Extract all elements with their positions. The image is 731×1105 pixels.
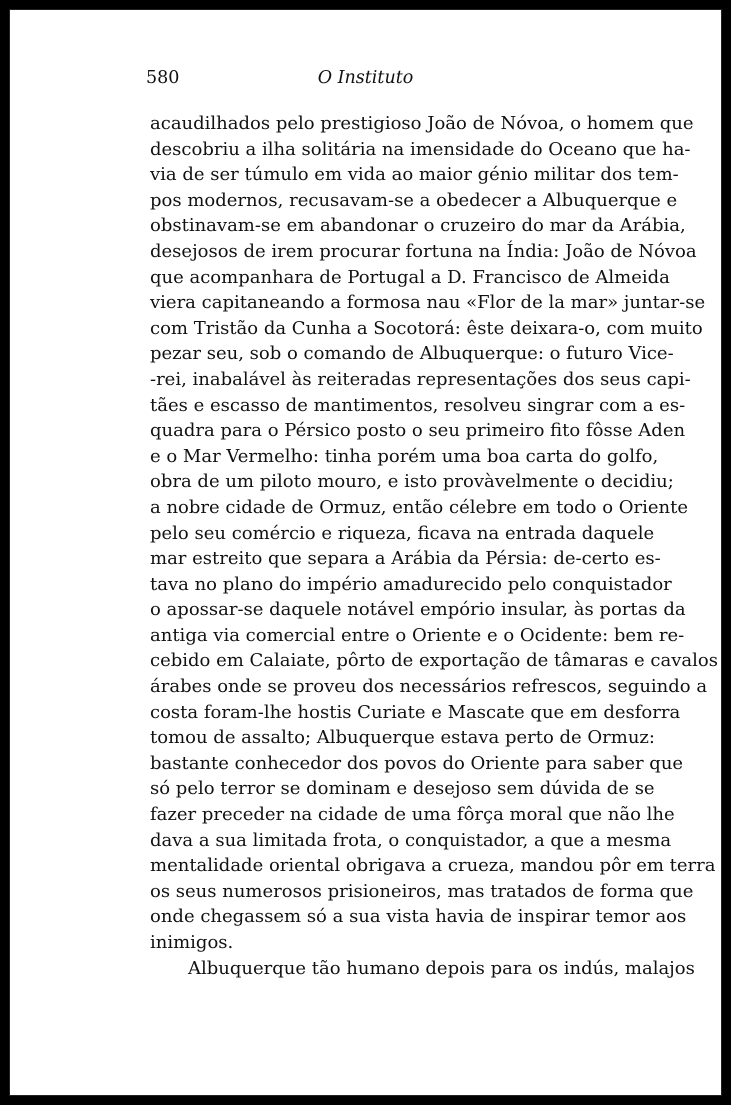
running-title: O Instituto xyxy=(317,68,414,88)
paragraph xyxy=(150,956,695,982)
body-text xyxy=(150,111,718,981)
page-number: 580 xyxy=(146,68,180,88)
text-line: pos modernos, recusavam-se a obedecer a Albuquerque e xyxy=(150,189,678,211)
text-line: inimigos. xyxy=(150,932,234,953)
text-line: e o Mar Vermelho: tinha porém uma boa carta do golfo, xyxy=(150,445,659,467)
text-line: fazer preceder na cidade de uma fôrça moral que não lhe xyxy=(150,804,675,826)
text-line: bastante conhecedor dos povos do Oriente para saber que xyxy=(150,752,684,774)
text-line: obstinavam-se em abandonar o cruzeiro do mar da Arábia, xyxy=(150,215,686,237)
text-line: tães e escasso de mantimentos, resolveu singrar com a es- xyxy=(150,394,686,416)
text-line: antiga via comercial entre o Oriente e o Ocidente: bem re- xyxy=(150,624,685,646)
text-line: pelo seu comércio e riqueza, ficava na entrada daquele xyxy=(150,522,655,544)
text-line: Albuquerque tão humano depois para os indús, malajos xyxy=(188,957,695,979)
text-line: mar estreito que separa a Arábia da Pérsia: de-certo es- xyxy=(150,548,661,570)
text-line: tomou de assalto; Albuquerque estava perto de Ormuz: xyxy=(150,727,655,749)
text-line: o apossar-se daquele notável empório insular, às portas da xyxy=(150,599,686,621)
text-line: quadra para o Pérsico posto o seu primeiro fito fôsse Aden xyxy=(150,420,686,442)
text-line: os seus numerosos prisioneiros, mas tratados de forma que xyxy=(150,880,694,902)
paragraph xyxy=(150,111,718,956)
text-line: viera capitaneando a formosa nau «Flor de la mar» juntar-se xyxy=(150,292,706,314)
text-line: obra de um piloto mouro, e isto provàvelmente o decidiu; xyxy=(150,471,674,493)
text-line: só pelo terror se dominam e desejoso sem dúvida de se xyxy=(150,778,655,800)
text-line: descobriu a ilha solitária na imensidade do Oceano que ha- xyxy=(150,138,691,160)
text-line: -rei, inabalável às reiteradas representações dos seus capi- xyxy=(150,368,691,390)
text-line: árabes onde se proveu dos necessários refrescos, seguindo a xyxy=(150,676,708,698)
text-line: que acompanhara de Portugal a D. Francisco de Almeida xyxy=(150,266,670,288)
text-line: cebido em Calaiate, pôrto de exportação de tâmaras e cavalos xyxy=(150,650,718,672)
text-line: costa foram-lhe hostis Curiate e Mascate que em desforra xyxy=(150,701,681,723)
text-line: pezar seu, sob o comando de Albuquerque: o futuro Vice- xyxy=(150,343,674,365)
text-line: via de ser túmulo em vida ao maior génio militar dos tem- xyxy=(150,164,679,186)
text-line: a nobre cidade de Ormuz, então célebre em todo o Oriente xyxy=(150,496,689,518)
text-line: mentalidade oriental obrigava a crueza, mandou pôr em terra xyxy=(150,855,716,877)
text-line: com Tristão da Cunha a Socotorá: êste deixara-o, com muito xyxy=(150,317,703,339)
text-line: desejosos de irem procurar fortuna na Índia: João de Nóvoa xyxy=(150,240,697,262)
text-line: tava no plano do império amadurecido pelo conquistador xyxy=(150,573,672,595)
text-line: dava a sua limitada frota, o conquistador, a que a mesma xyxy=(150,829,672,851)
text-line: onde chegassem só a sua vista havia de inspirar temor aos xyxy=(150,906,687,928)
text-line: acaudilhados pelo prestigioso João de Nóvoa, o homem que xyxy=(150,113,694,134)
